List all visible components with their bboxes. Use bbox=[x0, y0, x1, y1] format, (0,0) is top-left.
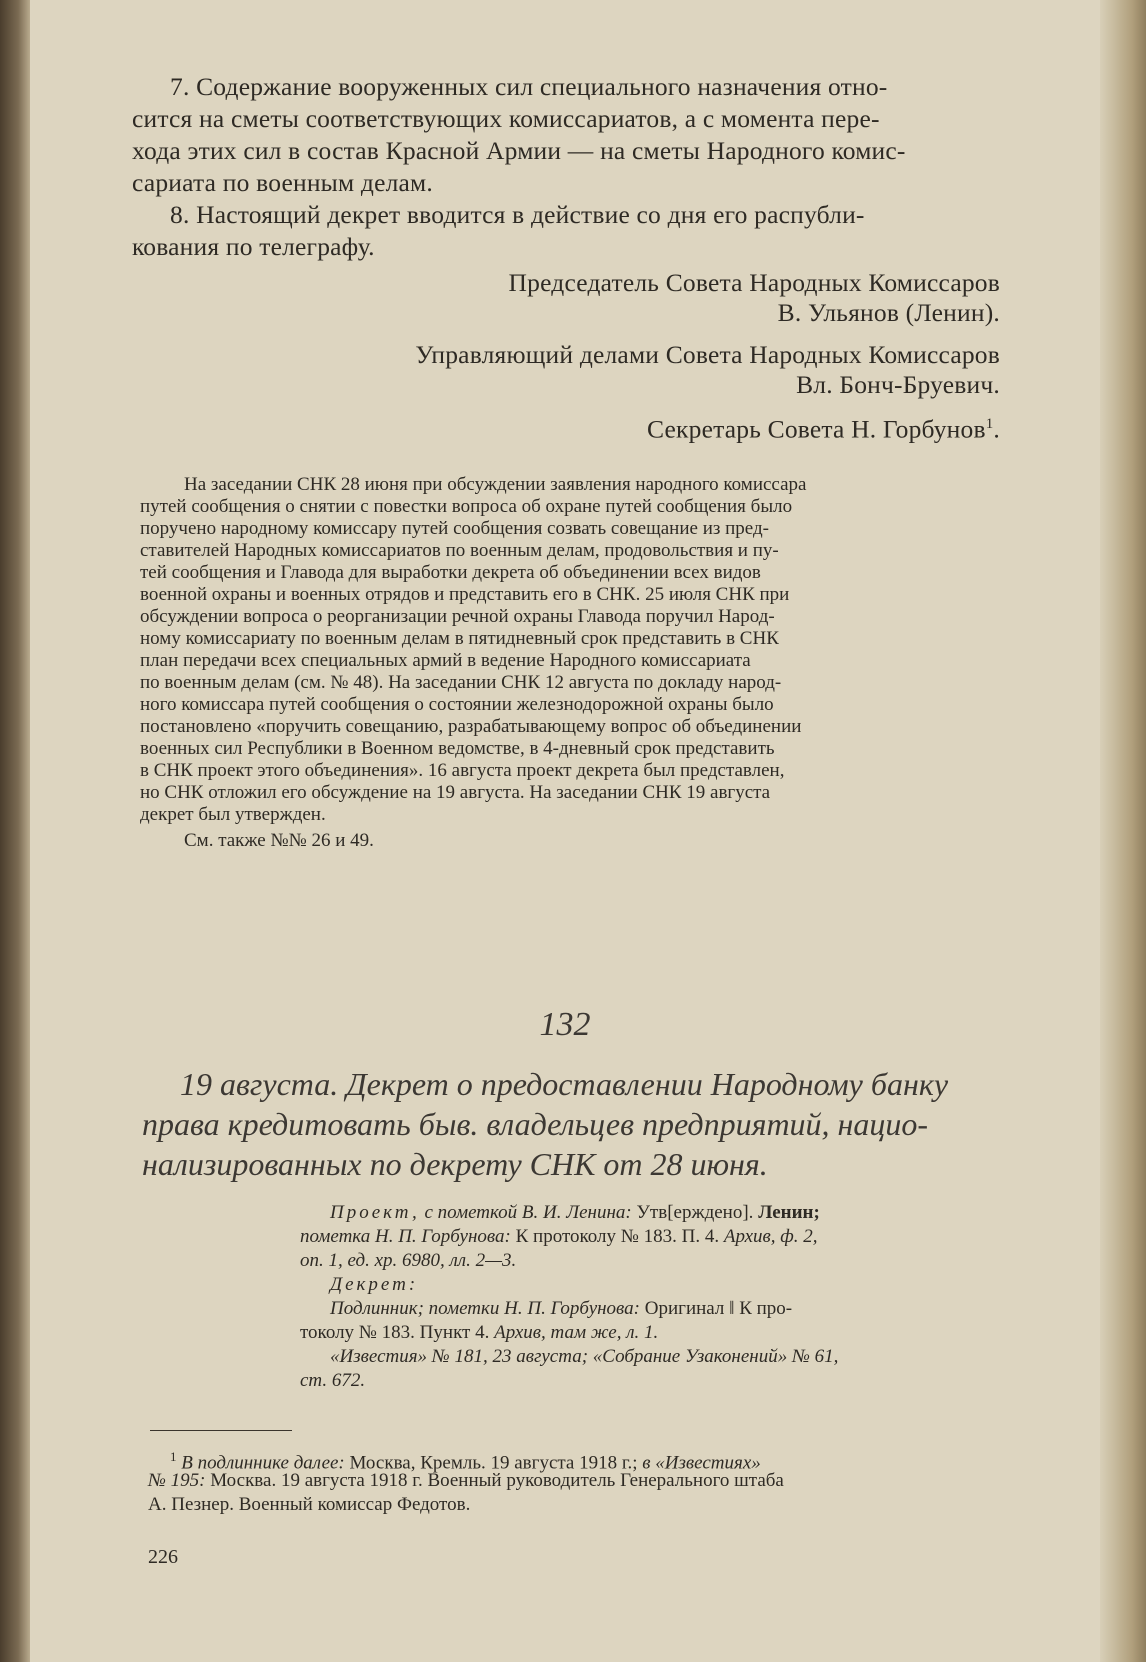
source-line-2: пометка Н. П. Горбунова: К протоколу № 183. П. 4. Архив, ф. 2, bbox=[300, 1226, 818, 1247]
heading-line-2: права кредитовать быв. владельцев предприятий, нацио- bbox=[142, 1106, 929, 1142]
signature-chair-name: В. Ульянов (Ленин). bbox=[777, 298, 1000, 327]
signature-chair-title: Председатель Совета Народных Комиссаров bbox=[508, 268, 1000, 297]
heading-line-3: нализированных по декрету СНК от 28 июня. bbox=[142, 1146, 768, 1182]
commentary-line: ному комиссариату по военным делам в пятидневный срок представить в СНК bbox=[140, 628, 779, 649]
commentary-line: обсуждении вопроса о реорганизации речной охраны Главода поручил Народ- bbox=[140, 606, 775, 627]
book-page bbox=[30, 0, 1100, 1662]
decree-line-4: сариата по военным делам. bbox=[132, 168, 433, 197]
signature-manager-title: Управляющий делами Совета Народных Комиссаров bbox=[415, 340, 1000, 369]
source-line-5: Подлинник; пометки Н. П. Горбунова: Оригинал ‖ К про- bbox=[330, 1298, 793, 1319]
commentary-line: план передачи всех специальных армий в ведение Народного комиссариата bbox=[140, 650, 751, 671]
decree-line-2: сится на сметы соответствующих комиссариатов, а с момента пере- bbox=[132, 104, 880, 133]
commentary-line: военной охраны и военных отрядов и представить его в СНК. 25 июля СНК при bbox=[140, 584, 790, 605]
decree-line-1: 7. Содержание вооруженных сил специального назначения отно- bbox=[170, 72, 888, 101]
footnote-divider bbox=[150, 1430, 292, 1431]
signature-secretary: Секретарь Совета Н. Горбунов$^1$. bbox=[647, 414, 1000, 444]
footnote-ref-1: 1 bbox=[985, 416, 994, 432]
page-number: 226 bbox=[148, 1546, 178, 1568]
commentary-see-also: См. также №№ 26 и 49. bbox=[184, 830, 374, 851]
signature-manager-name: Вл. Бонч-Бруевич. bbox=[796, 370, 1000, 399]
commentary-line: но СНК отложил его обсуждение на 19 августа. На заседании СНК 19 августа bbox=[140, 782, 771, 803]
document-number: 132 bbox=[539, 1006, 591, 1043]
commentary-line: в СНК проект этого объединения». 16 августа проект декрета был представлен, bbox=[140, 760, 785, 781]
commentary-line: тей сообщения и Главода для выработки декрета об объединении всех видов bbox=[140, 562, 761, 583]
decree-line-3: хода этих сил в состав Красной Армии — на сметы Народного комис- bbox=[132, 136, 906, 165]
commentary-line: по военным делам (см. № 48). На заседании СНК 12 августа по докладу народ- bbox=[140, 672, 782, 693]
source-line-8: ст. 672. bbox=[300, 1370, 366, 1391]
commentary-line: постановлено «поручить совещанию, разрабатывающему вопрос об объединении bbox=[140, 716, 802, 737]
page-edge-shadow bbox=[1100, 0, 1146, 1662]
heading-line-1: 19 августа. Декрет о предоставлении Народному банку bbox=[180, 1066, 949, 1102]
footnote-line-1: $^1$ В подлиннике далее: Москва, Кремль. 19 августа 1918 г.; в «Известиях» bbox=[170, 1449, 761, 1474]
book-spine-shadow bbox=[0, 0, 30, 1662]
source-line-3: оп. 1, ед. хр. 6980, лл. 2—3. bbox=[300, 1250, 517, 1271]
commentary-line: военных сил Республики в Военном ведомстве, в 4-дневный срок представить bbox=[140, 738, 775, 759]
commentary-line: путей сообщения о снятии с повестки вопроса об охране путей сообщения было bbox=[140, 496, 793, 517]
decree-line-6: кования по телеграфу. bbox=[132, 232, 375, 261]
footnote-line-2: № 195: Москва. 19 августа 1918 г. Военный руководитель Генерального штаба bbox=[148, 1470, 784, 1491]
source-line-1: Проект, с пометкой В. И. Ленина: Утв[ерждено]. Ленин; bbox=[330, 1202, 820, 1223]
commentary-line: декрет был утвержден. bbox=[140, 804, 326, 825]
footnote-line-3: А. Пезнер. Военный комиссар Федотов. bbox=[148, 1494, 471, 1515]
decree-line-5: 8. Настоящий декрет вводится в действие со дня его распубли- bbox=[170, 200, 865, 229]
commentary-line: поручено народному комиссару путей сообщения созвать совещание из пред- bbox=[140, 518, 769, 539]
commentary-line: ставителей Народных комиссариатов по военным делам, продовольствия и пу- bbox=[140, 540, 779, 561]
source-line-6: токолу № 183. Пункт 4. Архив, там же, л. 1. bbox=[300, 1322, 659, 1343]
commentary-line: На заседании СНК 28 июня при обсуждении заявления народного комиссара bbox=[184, 474, 807, 495]
source-line-4: Декрет: bbox=[330, 1274, 419, 1295]
source-line-7: «Известия» № 181, 23 августа; «Собрание Узаконений» № 61, bbox=[330, 1346, 839, 1367]
commentary-line: ного комиссара путей сообщения о состоянии железнодорожной охраны было bbox=[140, 694, 774, 715]
